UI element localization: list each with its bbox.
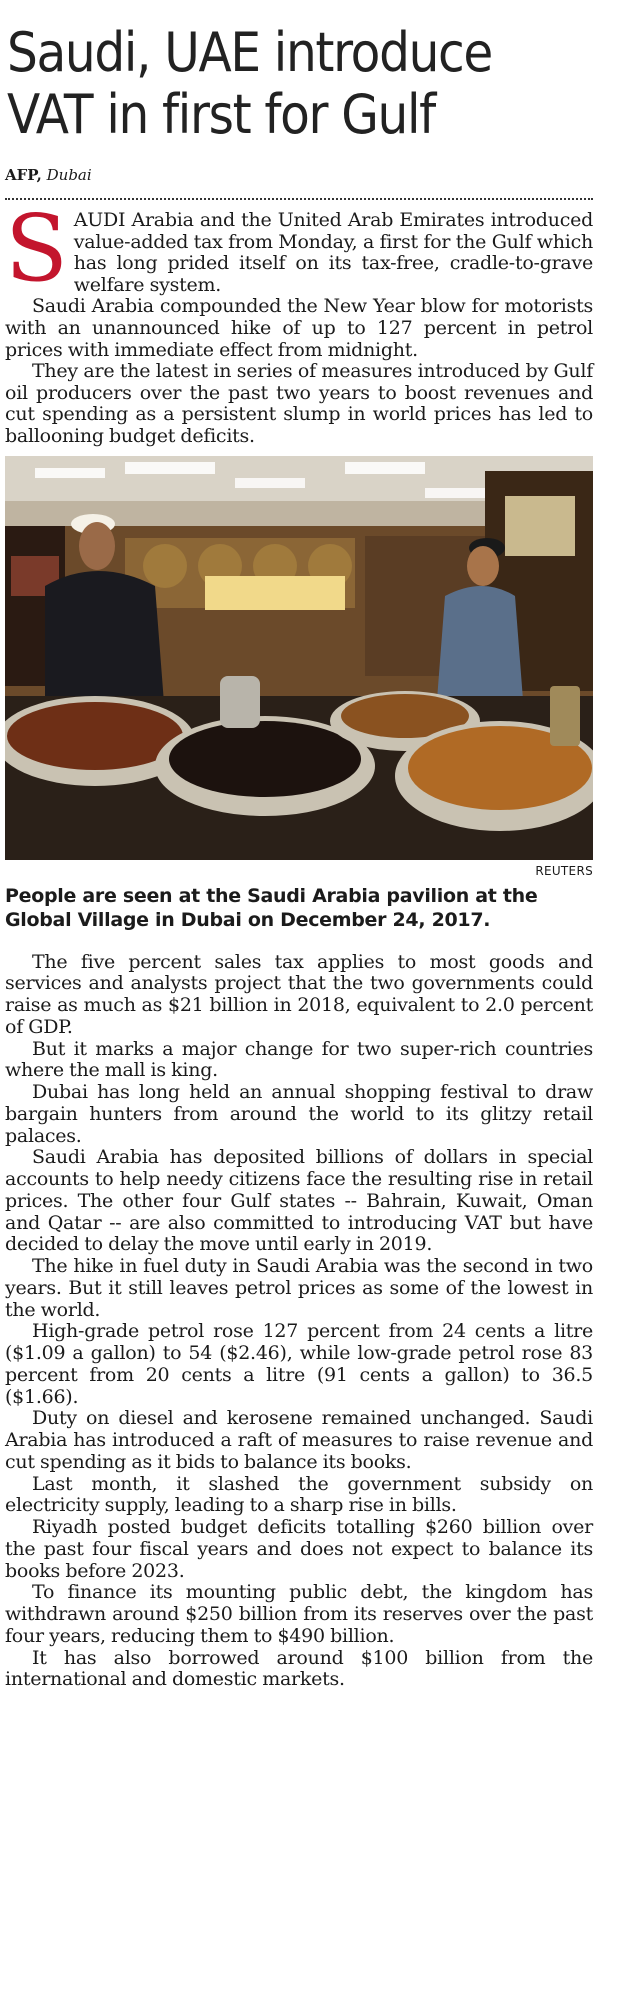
byline-agency: AFP, [5,166,42,184]
article-body [5,952,593,1692]
body-paragraph-9: Riyadh posted budget deficits totalling $260 billion over the past four fiscal years and does not expect to balance its books before 2023. [5,1516,593,1582]
intro-paragraph-3: They are the latest in series of measures introduced by Gulf oil producers over the past two years to boost revenues and cut spending as a persistent slump in world prices has led to ballooning budget deficits. [5,360,593,447]
byline-place: Dubai [46,166,92,184]
photo-credit: REUTERS [535,863,593,878]
article [5,22,593,1691]
body-paragraph-11: It has also borrowed around $100 billion from the international and domestic markets. [5,1646,593,1691]
headline-line-2: VAT in first for Gulf [7,83,435,146]
body-paragraph-5: The hike in fuel duty in Saudi Arabia was the second in two years. But it still leaves petrol prices as some of the lowest in the world. [5,1255,593,1321]
body-paragraph-4: Saudi Arabia has deposited billions of dollars in special accounts to help needy citizens face the resulting rise in retail prices. The other four Gulf states -- Bahrain, Kuwait, Oman and Qatar -- are also committed to introducing VAT but have decided to delay the move until early in 2019. [5,1146,593,1256]
body-paragraph-1: The five percent sales tax applies to most goods and services and analysts project that the two governments could raise as much as $21 billion in 2018, equivalent to 2.0 percent of GDP. [5,950,593,1038]
headline [7,22,534,146]
body-paragraph-8: Last month, it slashed the government subsidy on electricity supply, leading to a sharp rise in bills. [5,1472,593,1517]
photo-caption: People are seen at the Saudi Arabia pavilion at the Global Village in Dubai on December 24, 2017. [5,884,538,931]
body-paragraph-10: To finance its mounting public debt, the kingdom has withdrawn around $250 billion from its reserves over the past four years, reducing them to $490 billion. [5,1581,593,1647]
intro-text [5,195,593,448]
market-scene-illustration [5,456,593,860]
byline [5,166,593,184]
body-paragraph-2: But it marks a major change for two super-rich countries where the mall is king. [5,1037,593,1082]
intro-paragraph-2: Saudi Arabia compounded the New Year blow for motorists with an unannounced hike of up to 127 percent in petrol prices with immediate effect from midnight. [5,295,593,361]
headline-line-1: Saudi, UAE introduce [7,21,492,84]
body-paragraph-6: High-grade petrol rose 127 percent from 24 cents a litre ($1.09 a gallon) to 54 ($2.46), while low-grade petrol rose 83 percent from 20 cents a litre (91 cents a gallon) to 36.5 ($1.66). [5,1320,593,1408]
dropcap: S [5,195,68,302]
body-paragraph-3: Dubai has long held an annual shopping festival to draw bargain hunters from around the world to its glitzy retail palaces. [5,1081,593,1147]
divider-rule [5,198,593,200]
body-paragraph-7: Duty on diesel and kerosene remained unchanged. Saudi Arabia has introduced a raft of measures to raise revenue and cut spending as it bids to balance its books. [5,1407,593,1473]
intro-paragraph-1 [5,195,593,302]
news-photo [5,456,593,860]
intro-paragraph-1-text: AUDI Arabia and the United Arab Emirates introduced value-added tax from Monday, a first for the Gulf which has long prided itself on its tax-free, cradle-to-grave welfare system. [73,209,593,296]
